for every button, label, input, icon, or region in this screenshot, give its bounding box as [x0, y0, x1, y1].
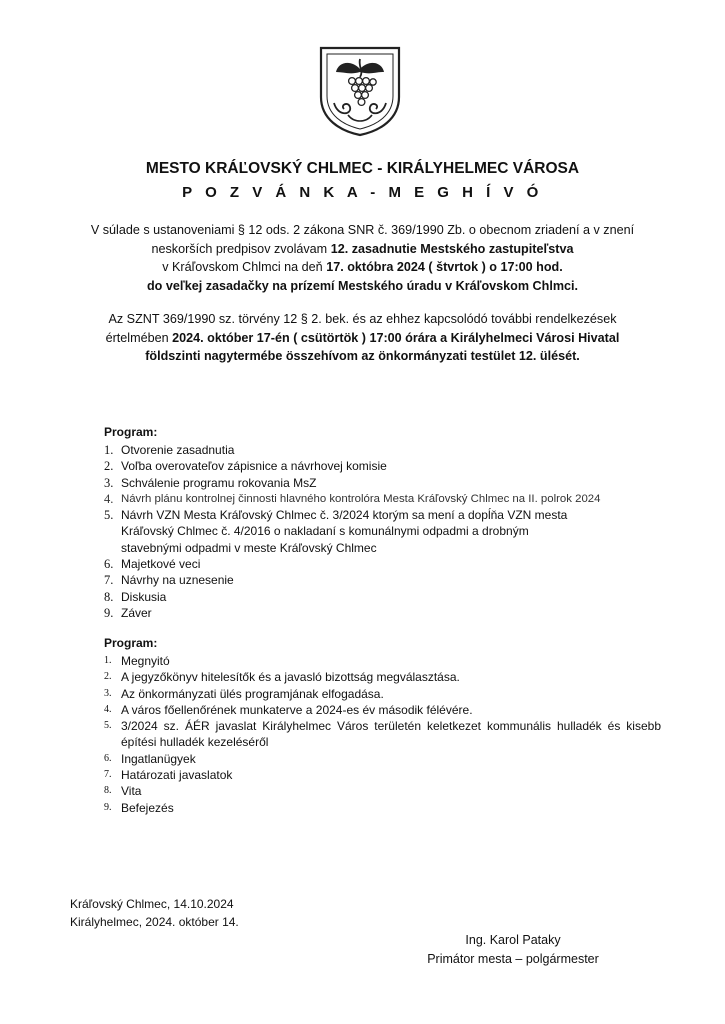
list-item: 9. Záver: [104, 605, 152, 620]
intro-paragraph-sk: [40, 221, 685, 295]
date-block: [70, 895, 239, 931]
list-item: 5. 3/2024 sz. ÁÉR javaslat Királyhelmec Város területén keletkezet kommunális hulladék és kisebb építési hulladék kezeléséről: [104, 719, 661, 750]
list-item: 5. Návrh VZN Mesta Kráľovský Chlmec č. 3/2024 ktorým sa mení a dopĺňa VZN mesta Kráľovský Chlmec č. 4/2016 o nakladaní s komunálnymi odpadmi a drobným stavebnými odpadmi v meste Kráľovský Chlmec: [104, 508, 568, 555]
intro-hu-line-3: földszinti nagytermébe összehívom az önkormányzati testület 12. ülését.: [145, 349, 580, 363]
list-item: 8. Diskusia: [104, 589, 167, 604]
list-item: 3. Schválenie programu rokovania MsZ: [104, 475, 317, 490]
intro-sk-line-4: do veľkej zasadačky na prízemí Mestského úradu v Kráľovskom Chlmci.: [146, 278, 579, 293]
intro-paragraph-hu: [40, 310, 685, 366]
document-subtitle: P O Z V Á N K A - M E G H Í V Ó: [182, 184, 543, 201]
date-hu: Királyhelmec, 2024. október 14.: [70, 915, 239, 929]
intro-hu-line-2: értelmében 2024. október 17-én ( csütörtök ) 17:00 órára a Királyhelmeci Városi Hivatal: [105, 330, 620, 345]
list-item: 2. Voľba overovateľov zápisnice a návrhovej komisie: [104, 459, 387, 474]
intro-sk-line-3: v Kráľovskom Chlmci na deň 17. októbra 2024 ( štvrtok ) o 17:00 hod.: [162, 260, 563, 274]
program-list-sk: [104, 425, 664, 621]
program-list-hu: [104, 636, 664, 816]
list-item: 1. Megnyitó: [104, 654, 170, 668]
list-item: 7. Návrhy na uznesenie: [104, 573, 234, 588]
list-item: 4. A város főellenőrének munkaterve a 2024-es év második félévére.: [104, 702, 473, 717]
list-item: 6. Ingatlanügyek: [104, 751, 196, 766]
signer-title: Primátor mesta – polgármester: [427, 951, 599, 966]
list-item: 3. Az önkormányzati ülés programjának elfogadása.: [104, 686, 384, 701]
intro-hu-line-1: Az SZNT 369/1990 sz. törvény 12 § 2. bek. és az ehhez kapcsolódó további rendelkezések: [108, 312, 617, 326]
document-title: MESTO KRÁĽOVSKÝ CHLMEC - KIRÁLYHELMEC VÁROSA: [145, 160, 580, 177]
list-item: 1. Otvorenie zasadnutia: [104, 443, 235, 457]
intro-sk-line-1: V súlade s ustanoveniami § 12 ods. 2 zákona SNR č. 369/1990 Zb. o obecnom zriadení a v znení: [90, 223, 635, 237]
list-item: 6. Majetkové veci: [104, 557, 201, 572]
program-heading-sk: Program:: [104, 425, 158, 439]
intro-sk-line-2: neskorších predpisov zvolávam 12. zasadnutie Mestského zastupiteľstva: [151, 241, 574, 256]
coat-of-arms-icon: [318, 45, 402, 137]
list-item: 8. Vita: [104, 784, 142, 799]
signature-block: [413, 931, 613, 968]
list-item: 9. Befejezés: [104, 800, 174, 815]
list-item: 4. Návrh plánu kontrolnej činnosti hlavného kontrolóra Mesta Kráľovský Chlmec na II. polrok 2024: [104, 491, 601, 506]
list-item: 2. A jegyzőkönyv hitelesítők és a javasló bizottság megválasztása.: [104, 670, 460, 685]
signer-name: Ing. Karol Pataky: [465, 933, 561, 947]
program-heading-hu: Program:: [104, 636, 158, 650]
list-item: 7. Határozati javaslatok: [104, 768, 233, 783]
date-sk: Kráľovský Chlmec, 14.10.2024: [70, 897, 234, 911]
